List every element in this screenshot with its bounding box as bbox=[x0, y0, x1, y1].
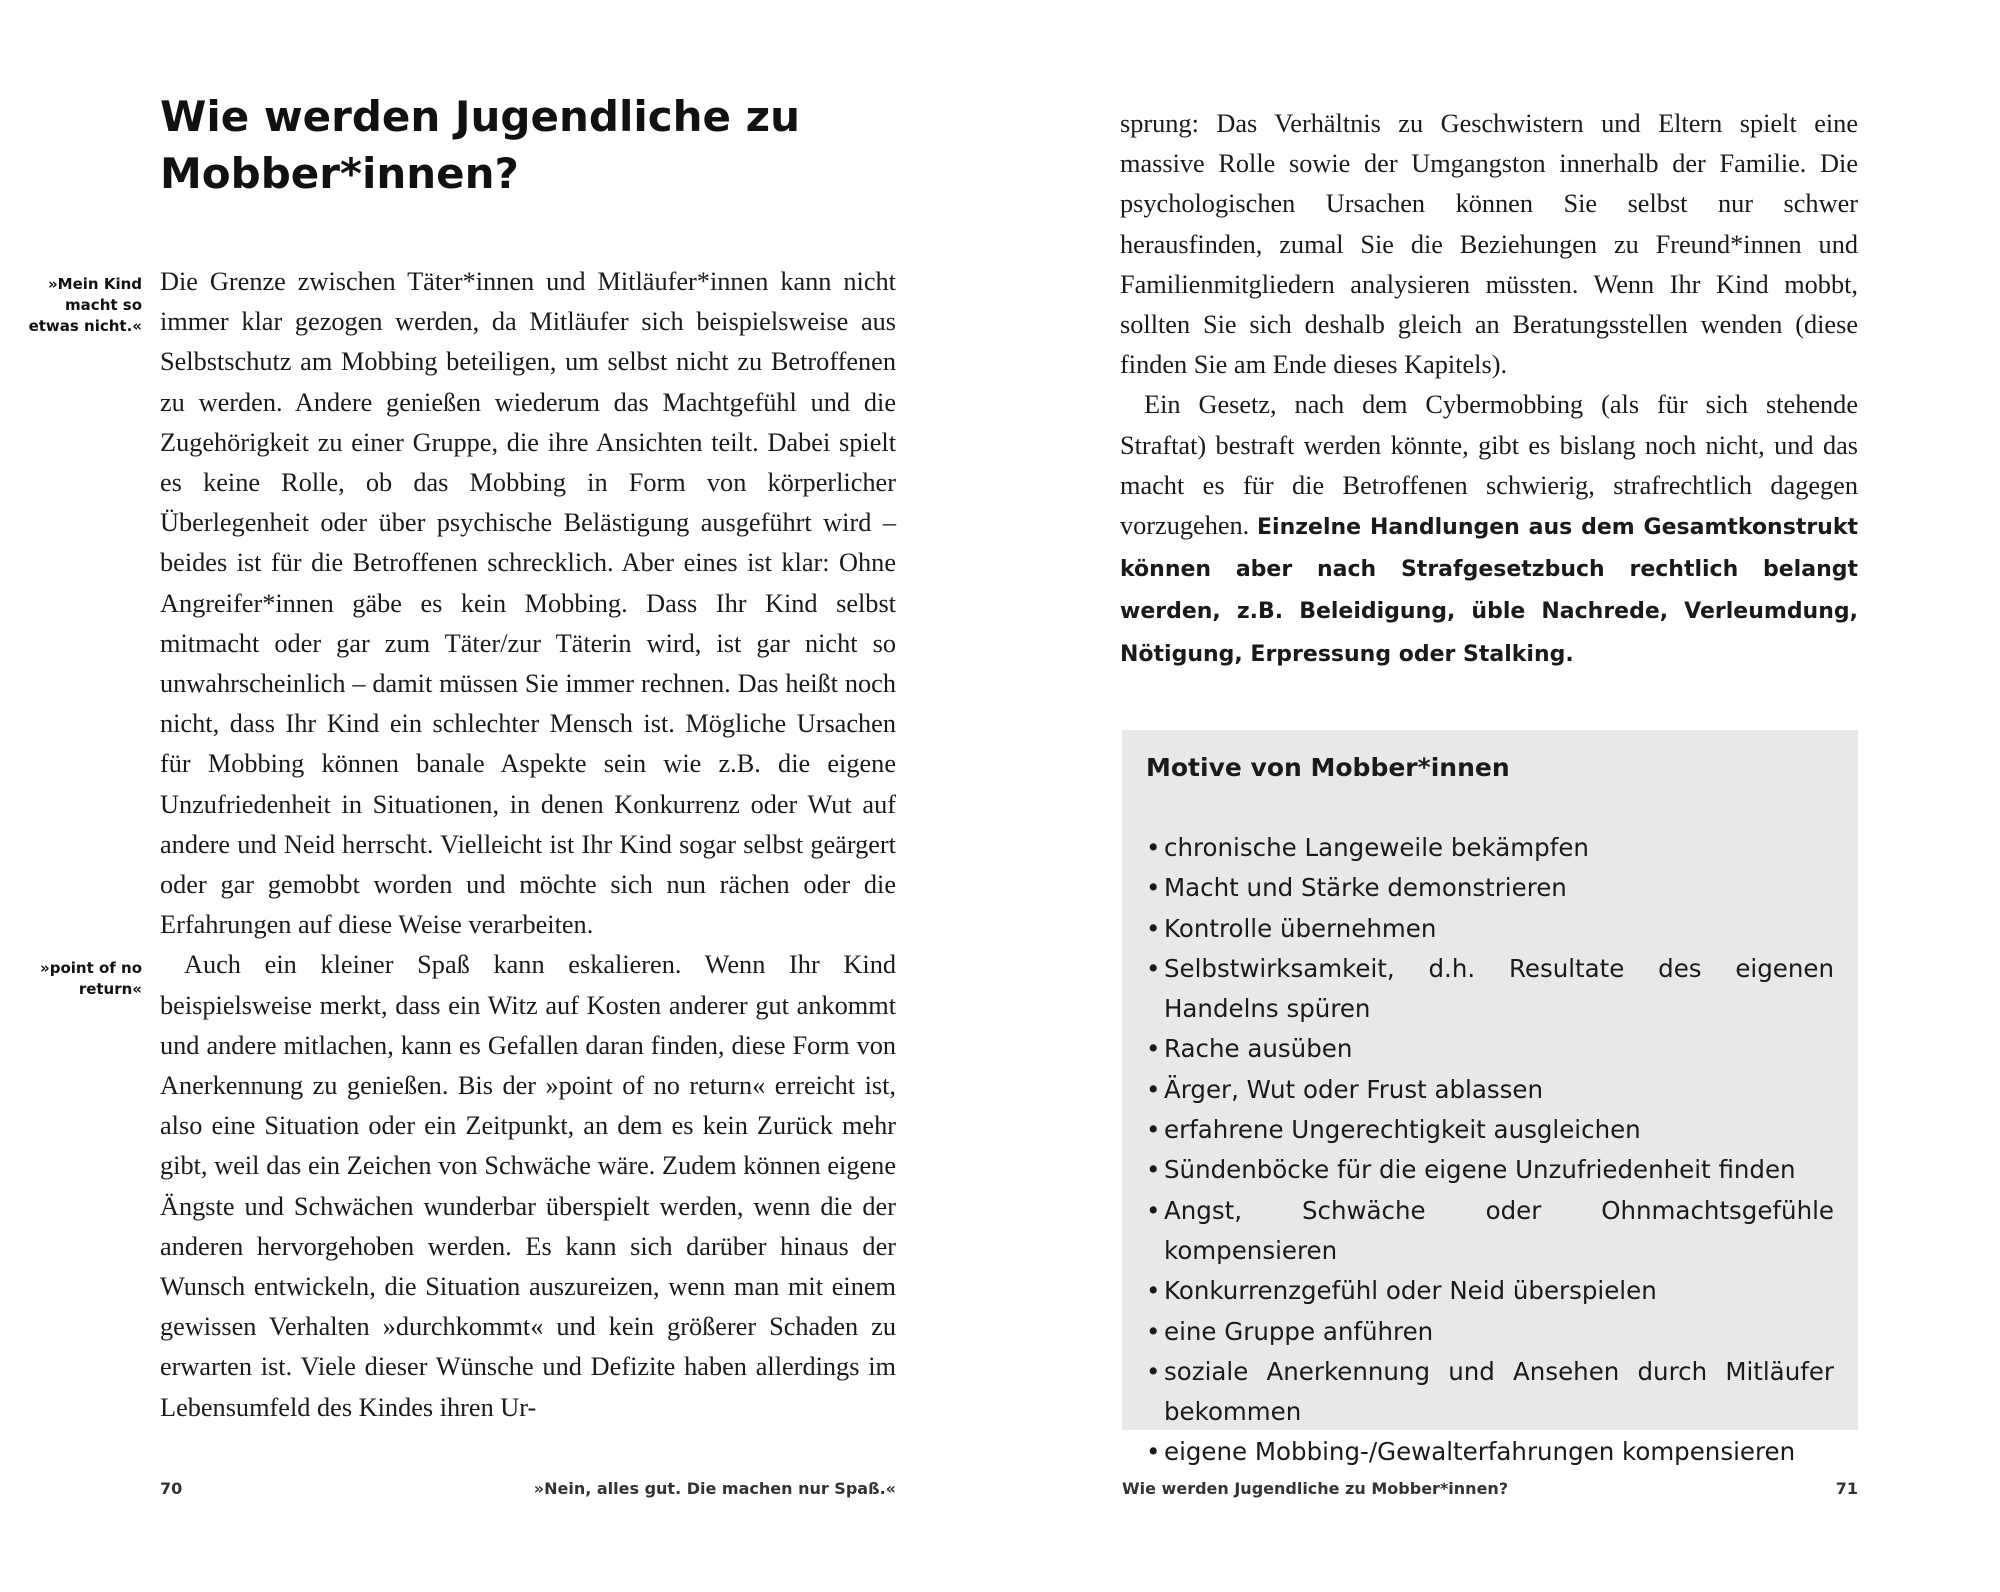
list-item-text: Sündenböcke für die eigene Unzufriedenheit finden bbox=[1164, 1155, 1796, 1185]
paragraph: Die Grenze zwischen Täter*innen und Mitläufer*innen kann nicht immer klar gezogen werden, da Mitläufer sich beispielsweise aus Selbstschutz am Mobbing beteiligen, um selbst nicht zu Betroffenen zu werden. Andere genießen wiederum das Machtgefühl und die Zugehörigkeit zu einer Gruppe, die ihre Ansichten teilt. Dabei spielt es keine Rolle, ob das Mobbing in Form von körperlicher Überlegenheit oder über psychische Belästigung ausgeführt wird – beides ist für die Betroffenen schrecklich. Aber eines ist klar: Ohne Angreifer*innen gäbe es kein Mobbing. Dass Ihr Kind selbst mitmacht oder gar zum Täter/zur Täterin wird, ist gar nicht so unwahrscheinlich – damit müssen Sie immer rechnen. Das heißt noch nicht, dass Ihr Kind ein schlechter Mensch ist. Mögliche Ursachen für Mobbing können banale Aspekte sein wie z.B. die eigene Unzufriedenheit in Situationen, in denen Konkurrenz oder Wut auf andere und Neid herrscht. Vielleicht ist Ihr Kind sogar selbst geärgert oder gar gemobbt worden und möchte sich nun rächen oder die Erfahrungen auf diese Weise verarbeiten. bbox=[160, 267, 896, 940]
emphasized-text: Einzelne Handlungen aus dem Gesamtkonstrukt können aber nach Strafgesetzbuch rechtlich belangt werden, z.B. Beleidigung, üble Nachrede, Verleumdung, Nötigung, Erpressung oder Stalking. bbox=[1120, 515, 1858, 667]
list-item-text: erfahrene Ungerechtigkeit ausgleichen bbox=[1164, 1115, 1641, 1145]
margin-note-mein-kind: »Mein Kind macht so etwas nicht.« bbox=[28, 275, 142, 335]
paragraph: Auch ein kleiner Spaß kann eskalieren. Wenn Ihr Kind beispielsweise merkt, dass ein Witz auf Kosten anderer gut ankommt und andere mitlachen, kann es Gefallen daran finden, diese Form von Anerkennung zu genießen. Bis der »point of no return« erreicht ist, also eine Situation oder ein Zeitpunkt, an dem es kein Zurück mehr gibt, weil das ein Zeichen von Schwäche wäre. Zudem können eigene Ängste und Schwächen wunderbar überspielt werden, wenn die der anderen hervorgehoben werden. Es kann sich darüber hinaus der Wunsch entwickeln, die Situation auszureizen, wenn man mit einem gewissen Verhalten »durchkommt« und kein größerer Schaden zu erwarten ist. Viele dieser Wünsche und Defizite haben allerdings im Lebensumfeld des Kindes ihren Ur- bbox=[160, 950, 896, 1422]
bullet-icon: • bbox=[1146, 1115, 1161, 1145]
list-item-text: Ärger, Wut oder Frust ablassen bbox=[1164, 1074, 1544, 1104]
list-item-text: Macht und Stärke demonstrieren bbox=[1164, 873, 1567, 903]
list-item-text: Rache ausüben bbox=[1164, 1034, 1353, 1064]
list-item bbox=[1146, 1271, 1834, 1311]
list-item-text: Kontrolle übernehmen bbox=[1164, 913, 1437, 943]
margin-note-point-of-no-return: »point of no return« bbox=[40, 959, 142, 998]
bullet-icon: • bbox=[1146, 1155, 1161, 1185]
motives-box bbox=[1122, 730, 1858, 1467]
page-number-left: 70 bbox=[160, 1479, 183, 1498]
list-item bbox=[1146, 1070, 1834, 1110]
bullet-icon: • bbox=[1146, 1316, 1161, 1346]
bullet-icon: • bbox=[1146, 953, 1161, 983]
bullet-icon: • bbox=[1146, 1437, 1161, 1467]
page-number-right: 71 bbox=[1835, 1479, 1858, 1498]
right-body-text bbox=[1120, 104, 1858, 675]
list-item bbox=[1146, 1150, 1834, 1190]
list-item bbox=[1146, 828, 1834, 868]
bullet-icon: • bbox=[1146, 1074, 1161, 1104]
paragraph bbox=[1120, 385, 1858, 674]
motives-list bbox=[1146, 828, 1834, 1473]
bullet-icon: • bbox=[1146, 1034, 1161, 1064]
bullet-icon: • bbox=[1146, 1356, 1161, 1386]
list-item bbox=[1146, 1352, 1834, 1433]
bullet-icon: • bbox=[1146, 833, 1161, 862]
right-page bbox=[1000, 0, 2000, 1592]
chapter-heading: Wie werden Jugendliche zu Mobber*innen? bbox=[160, 92, 800, 198]
running-head-right: Wie werden Jugendliche zu Mobber*innen? bbox=[1122, 1479, 1509, 1498]
bullet-icon: • bbox=[1146, 1195, 1161, 1225]
list-item-text: eigene Mobbing-/Gewalterfahrungen kompensieren bbox=[1164, 1437, 1796, 1467]
list-item-text: Angst, Schwäche oder Ohnmachtsgefühle kompensieren bbox=[1164, 1195, 1834, 1265]
running-head-left: »Nein, alles gut. Die machen nur Spaß.« bbox=[533, 1479, 896, 1498]
list-item-text: eine Gruppe anführen bbox=[1164, 1316, 1434, 1346]
list-item bbox=[1146, 1110, 1834, 1150]
bullet-icon: • bbox=[1146, 1276, 1161, 1306]
list-item-text: chronische Langeweile bekämpfen bbox=[1164, 833, 1589, 862]
paragraph: sprung: Das Verhältnis zu Geschwistern und Eltern spielt eine massive Rolle sowie der Umgangston innerhalb der Familie. Die psychologischen Ursachen können Sie selbst nur schwer herausfinden, zumal Sie die Beziehungen zu Freund*innen und Familienmitgliedern analysieren müssten. Wenn Ihr Kind mobbt, sollten Sie sich deshalb gleich an Beratungsstellen wenden (diese finden Sie am Ende dieses Kapitels). bbox=[1120, 109, 1858, 380]
list-item bbox=[1146, 1191, 1834, 1272]
box-title: Motive von Mobber*innen bbox=[1146, 753, 1510, 782]
list-item-text: soziale Anerkennung und Ansehen durch Mitläufer bekommen bbox=[1164, 1356, 1834, 1427]
list-item bbox=[1146, 949, 1834, 1030]
list-item bbox=[1146, 1312, 1834, 1352]
list-item-text: Selbstwirksamkeit, d.h. Resultate des eigenen Handelns spüren bbox=[1164, 953, 1834, 1024]
list-item bbox=[1146, 1029, 1834, 1069]
list-item bbox=[1146, 868, 1834, 908]
list-item bbox=[1146, 909, 1834, 949]
bullet-icon: • bbox=[1146, 873, 1161, 903]
bullet-icon: • bbox=[1146, 913, 1161, 943]
list-item bbox=[1146, 1432, 1834, 1472]
list-item-text: Konkurrenzgefühl oder Neid überspielen bbox=[1164, 1276, 1657, 1306]
left-body-text bbox=[160, 262, 896, 1428]
paragraph-text: Ein Gesetz, nach dem Cybermobbing (als für sich stehende Straftat) bestraft werden könnte, gibt es bislang noch nicht, und das macht es für die Betroffenen schwierig, strafrechtlich dagegen vorzugehen. bbox=[1120, 390, 1858, 541]
